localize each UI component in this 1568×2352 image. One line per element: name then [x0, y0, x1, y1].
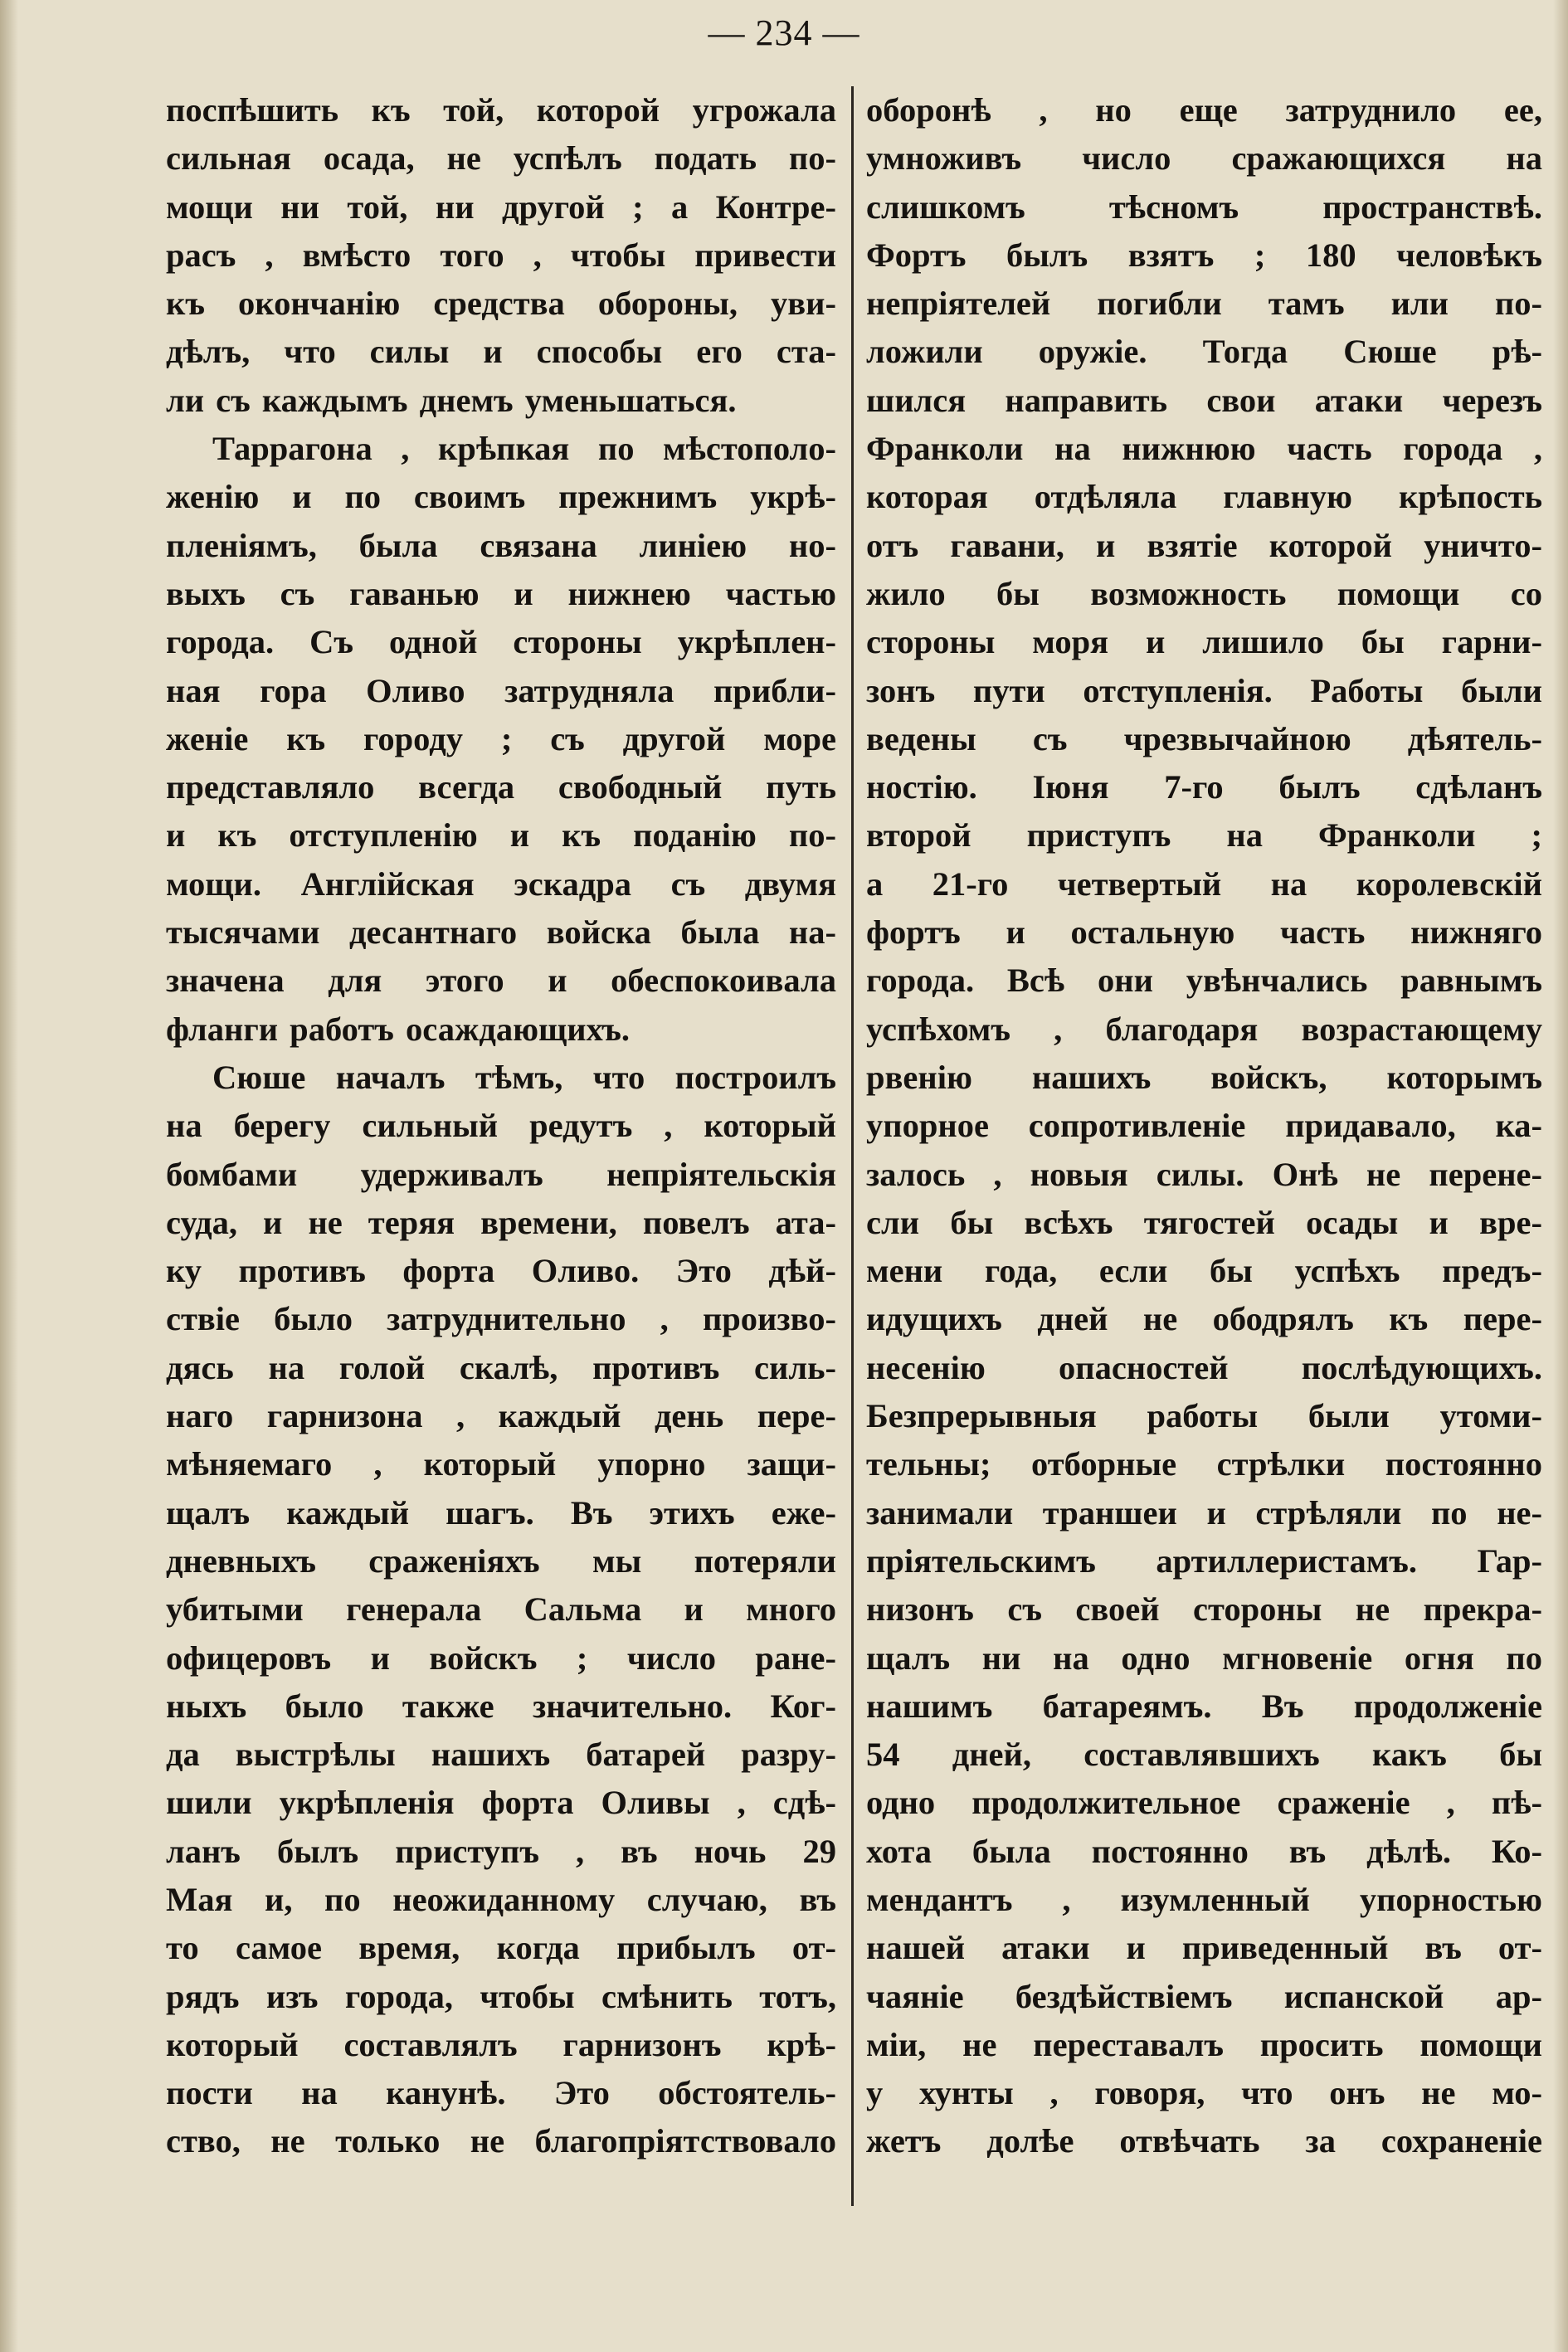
text-line: непріятелей погибли тамъ или по-: [866, 285, 1542, 323]
text-line: значена для этого и обеспокоивала: [166, 962, 836, 1000]
text-line: пости на канунѣ. Это обстоятель-: [166, 2074, 836, 2112]
text-line: второй приступъ на Франколи ;: [866, 816, 1542, 855]
text-line: идущихъ дней не ободрялъ къ пере-: [866, 1300, 1542, 1338]
text-line: рвенію нашихъ войскъ, которымъ: [866, 1058, 1542, 1096]
text-line: 54 дней, составлявшихъ какъ бы: [866, 1736, 1542, 1774]
text-line: занимали траншеи и стрѣляли по не-: [866, 1493, 1542, 1531]
text-line: міи, не переставалъ просить помощи: [866, 2025, 1542, 2063]
text-line: пленіямъ, была связана линіею но-: [166, 526, 836, 564]
text-line: мендантъ , изумленный упорностью: [866, 1880, 1542, 1918]
text-line: пріятельскимъ артиллеристамъ. Гар-: [866, 1541, 1542, 1580]
text-line: а 21-го четвертый на королевскій: [866, 864, 1542, 903]
text-line: жетъ долѣе отвѣчать за сохраненіе: [866, 2122, 1542, 2160]
text-line: Фортъ былъ взятъ ; 180 человѣкъ: [866, 236, 1542, 274]
page-left-edge: [0, 0, 18, 2352]
text-line: хота была постоянно въ дѣлѣ. Ко-: [866, 1832, 1542, 1870]
text-line: женію и по своимъ прежнимъ укрѣ-: [166, 478, 836, 516]
text-line: города. Всѣ они увѣнчались равнымъ: [866, 962, 1542, 1000]
text-line: ствіе было затруднительно , произво-: [166, 1300, 836, 1338]
text-line: нашимъ батареямъ. Въ продолженіе: [866, 1687, 1542, 1725]
text-line: шили укрѣпленія форта Оливы , сдѣ-: [166, 1784, 836, 1822]
text-line: отъ гавани, и взятіе которой уничто-: [866, 526, 1542, 564]
text-line: ныхъ было также значительно. Ког-: [166, 1687, 836, 1725]
text-line: поспѣшить къ той, которой угрожала: [166, 91, 836, 129]
text-line: выхъ съ гаванью и нижнею частью: [166, 574, 836, 612]
text-line: женіе къ городу ; съ другой море: [166, 719, 836, 757]
text-line: ная гора Оливо затрудняла прибли-: [166, 671, 836, 709]
text-line: мени года, если бы успѣхъ предъ-: [866, 1252, 1542, 1290]
text-line: жило бы возможность помощи со: [866, 574, 1542, 612]
text-line: умноживъ число сражающихся на: [866, 139, 1542, 178]
text-line: щалъ каждый шагъ. Въ этихъ еже-: [166, 1493, 836, 1531]
text-line: къ окончанію средства обороны, уви-: [166, 285, 836, 323]
text-line: ложили оружіе. Тогда Сюше рѣ-: [866, 333, 1542, 371]
page-number: — 234 —: [708, 12, 860, 53]
text-line: фортъ и остальную часть нижняго: [866, 913, 1542, 952]
text-line: Безпрерывныя работы были утоми-: [866, 1397, 1542, 1435]
text-line: ланъ былъ приступъ , въ ночь 29: [166, 1832, 836, 1870]
text-line: рядъ изъ города, чтобы смѣнить тотъ,: [166, 1977, 836, 2015]
text-line: который составлялъ гарнизонъ крѣ-: [166, 2025, 836, 2063]
text-line: ку противъ форта Оливо. Это дѣй-: [166, 1252, 836, 1290]
text-line: ство, не только не благопріятствовало: [166, 2122, 836, 2160]
text-line: низонъ съ своей стороны не прекра-: [866, 1590, 1542, 1629]
text-line: несенію опасностей послѣдующихъ.: [866, 1348, 1542, 1386]
text-line: бомбами удерживалъ непріятельскія: [166, 1155, 836, 1193]
text-line: и къ отступленію и къ поданію по-: [166, 816, 836, 855]
text-line: Франколи на нижнюю часть города ,: [866, 430, 1542, 468]
text-line: одно продолжительное сраженіе , пѣ-: [866, 1784, 1542, 1822]
text-line: ли съ каждымъ днемъ уменьшаться.: [166, 381, 737, 419]
right-text-column: [866, 86, 1542, 2166]
text-line: наго гарнизона , каждый день пере-: [166, 1397, 836, 1435]
text-line: дневныхъ сраженіяхъ мы потеряли: [166, 1541, 836, 1580]
text-line: ведены съ чрезвычайною дѣятель-: [866, 719, 1542, 757]
text-line: Таррагона , крѣпкая по мѣстополо-: [212, 430, 836, 468]
text-line: зонъ пути отступленія. Работы были: [866, 671, 1542, 709]
text-line: успѣхомъ , благодаря возрастающему: [866, 1010, 1542, 1048]
text-line: нашей атаки и приведенный въ от-: [866, 1929, 1542, 1967]
text-line: оборонѣ , но еще затруднило ее,: [866, 91, 1542, 129]
left-text-column: [166, 86, 836, 2166]
text-line: шился направить свои атаки черезъ: [866, 381, 1542, 419]
text-line: сли бы всѣхъ тягостей осады и вре-: [866, 1203, 1542, 1241]
text-line: офицеровъ и войскъ ; число ране-: [166, 1639, 836, 1677]
text-line: то самое время, когда прибылъ от-: [166, 1929, 836, 1967]
column-divider: [851, 86, 854, 2206]
page-right-edge: [1553, 0, 1568, 2352]
text-line: сильная осада, не успѣлъ подать по-: [166, 139, 836, 178]
text-line: чаяніе бездѣйствіемъ испанской ар-: [866, 1977, 1542, 2015]
text-line: суда, и не теряя времени, повелъ ата-: [166, 1203, 836, 1241]
text-line: Мая и, по неожиданному случаю, въ: [166, 1880, 836, 1918]
text-line: у хунты , говоря, что онъ не мо-: [866, 2074, 1542, 2112]
text-line: мѣняемаго , который упорно защи-: [166, 1445, 836, 1483]
text-line: ностію. Іюня 7-го былъ сдѣланъ: [866, 768, 1542, 806]
text-line: убитыми генерала Сальма и много: [166, 1590, 836, 1629]
text-line: да выстрѣлы нашихъ батарей разру-: [166, 1736, 836, 1774]
text-line: стороны моря и лишило бы гарни-: [866, 623, 1542, 661]
text-line: города. Съ одной стороны укрѣплен-: [166, 623, 836, 661]
text-line: которая отдѣляла главную крѣпость: [866, 478, 1542, 516]
text-line: дѣлъ, что силы и способы его ста-: [166, 333, 836, 371]
text-line: фланги работъ осаждающихъ.: [166, 1010, 631, 1048]
text-line: щалъ ни на одно мгновеніе огня по: [866, 1639, 1542, 1677]
text-line: слишкомъ тѣсномъ пространствѣ.: [866, 187, 1542, 226]
text-line: упорное сопротивленіе придавало, ка-: [866, 1107, 1542, 1145]
text-line: мощи. Англійская эскадра съ двумя: [166, 864, 836, 903]
text-line: мощи ни той, ни другой ; а Контре-: [166, 187, 836, 226]
text-line: расъ , вмѣсто того , чтобы привести: [166, 236, 836, 274]
text-line: представляло всегда свободный путь: [166, 768, 836, 806]
text-line: на берегу сильный редутъ , который: [166, 1107, 836, 1145]
text-line: тысячами десантнаго войска была на-: [166, 913, 836, 952]
text-line: залось , новыя силы. Онѣ не перене-: [866, 1155, 1542, 1193]
text-line: дясь на голой скалѣ, противъ силь-: [166, 1348, 836, 1386]
text-line: Сюше началъ тѣмъ, что построилъ: [212, 1058, 836, 1096]
text-line: тельны; отборные стрѣлки постоянно: [866, 1445, 1542, 1483]
